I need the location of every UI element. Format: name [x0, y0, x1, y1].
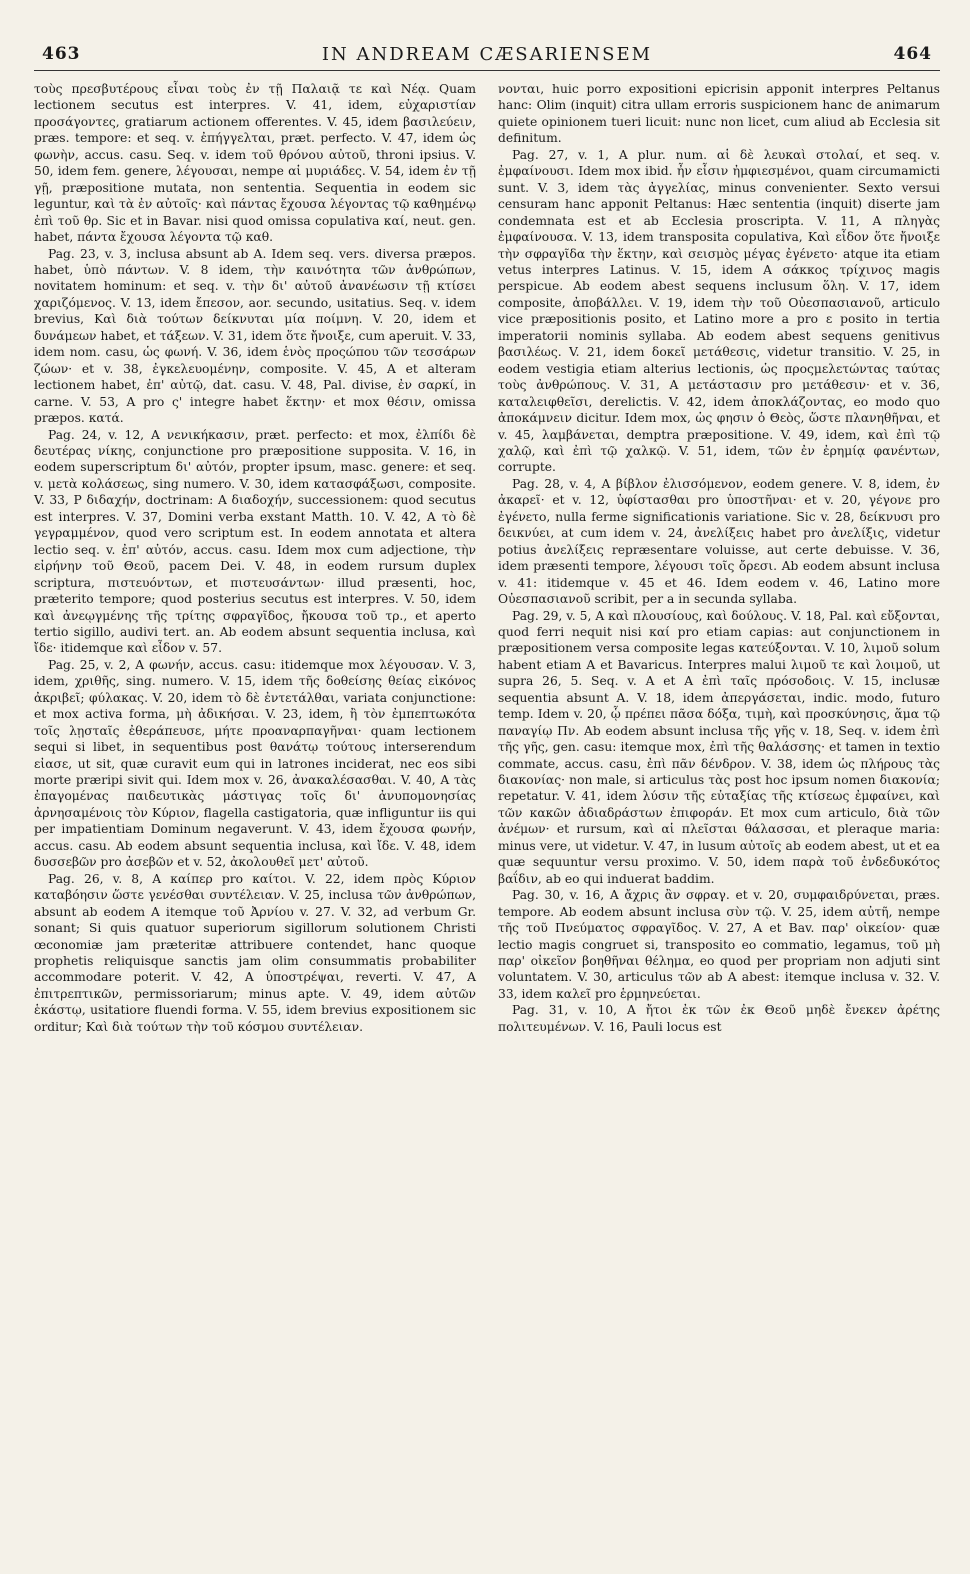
running-title: IN ANDREAM CÆSARIENSEM: [321, 44, 653, 65]
paragraph: Pag. 23, v. 3, inclusa absunt ab A. Idem seq. vers. diversa præpos. habet, ὑπὸ πάντων. V. 8 idem, τὴν καινότητα τῶν ἀνθρώπων, novitatem hominum: et seq. v. τὴν δι' αὐτοῦ ἀνανέωσιν τῇ κτίσει χαριζόμενος. V. 13, idem ἔπεσον, aor. secundo, usitatius. Seq. v. idem brevius, Καὶ διὰ τούτων δείκνυται μία ποίμνη. V. 20, idem et δυνάμεων habet, et τάξεων. V. 31, idem ὅτε ἤνοιξε, cum aperuit. V. 33, idem nom. casu, ὡς φωνή. V. 36, idem ἑνὸς προςώπου τῶν τεσσάρων ζώων· et v. 38, ἐγκελευομένην, composite. V. 45, A et alteram lectionem habet, ἐπ' αὐτῷ, dat. casu. V. 48, Pal. divise, ἐν σαρκί, in carne. V. 53, A pro ς' integre habet ἕκτην· et mox θέσιν, omissa præpos. κατά.: [34, 246, 476, 426]
page-number-left: 463: [42, 44, 81, 64]
paragraph: Pag. 25, v. 2, A φωνήν, accus. casu: itidemque mox λέγουσαν. V. 3, idem, χριθῆς, sing. numero. V. 15, idem τῆς δοθείσης θείας εἰκόνος ἀκριβεῖ; φύλακας. V. 20, idem τὸ δὲ ἐντετάλθαι, variata conjunctione: et mox activa forma, μὴ ἀδικήσαι. V. 23, idem, ἢ τὸν ἐμπεπτωκότα τοῖς λῃσταῖς ἐθεράπευσε, μήτε προαναρπαγῆναι· quam lectionem sequi si libet, in sequentibus post θανάτῳ τούτους interserendum εἰασε, ut sit, quæ curavit eum qui in latrones inciderat, nec eos sibi morte præripi sivit qui. Idem mox v. 26, ἀνακαλέσασθαι. V. 40, A τὰς ἐπαγομένας παιδευτικὰς μάστιγας τοῖς δι' ἀνυπομονησίας ἀρνησαμένοις τὸν Κύριον, flagella castigatoria, quæ infliguntur iis qui per impatientiam Dominum negaverunt. V. 43, idem ἔχουσα φωνήν, accus. casu. Ab eodem absunt sequentia inclusa, καὶ ἴδε. V. 48, idem δυσσεβῶν pro ἀσεβῶν et v. 52, ἀκολουθεῖ μετ' αὐτοῦ.: [34, 657, 476, 870]
page-number-right: 464: [893, 44, 932, 64]
right-column: [498, 81, 940, 1035]
paragraph: νονται, huic porro expositioni epicrisin apponit interpres Peltanus hanc: Olim (inquit) citra ullam erroris suspicionem hanc de animarum quiete opinionem tueri licuit: nunc non licet, cum aliud ab Ecclesia sit definitum.: [498, 82, 940, 146]
left-column: [34, 81, 476, 1035]
paragraph: Pag. 29, v. 5, A καὶ πλουσίους, καὶ δούλους. V. 18, Pal. καὶ εὔξονται, quod ferri nequit nisi καί pro etiam capias: aut conjunctionem in præpositionem versa composite legas κατεύξονται. V. 10, λιμοῦ solum habent etiam A et Bavaricus. Interpres malui λιμοῦ τε καὶ λοιμοῦ, ut supra 26, 5. Seq. v. A et A ἐπὶ ταῖς πρόσοδοις. V. 15, inclusæ sequentia absunt A. V. 18, idem ἀπεργάσεται, indic. modo, futuro temp. Idem v. 20, ᾧ πρέπει πᾶσα δόξα, τιμὴ, καὶ προσκύνησις, ἅμα τῷ παναγίῳ Πν. Ab eodem absunt inclusa τῆς γῆς v. 18, Seq. v. idem ἐπὶ τῆς γῆς, gen. casu: itemque mox, ἐπὶ τῆς θαλάσσης· et tamen in textio commate, accus. casu, ἐπὶ πᾶν δένδρον. V. 38, idem ὡς πλήρους τὰς διακονίας· non male, si articulus τὰς post hoc ipsum nomen διακονία; repetatur. V. 41, idem λύσιν τῆς εὐταξίας τῆς κτίσεως ἐμφαίνει, καὶ τῶν κακῶν ἀδιαδράστων ἐπιφοράν. Et mox cum articulo, διὰ τῶν ἀνέμων· et rursum, καὶ αἱ πλεῖσται θάλασσαι, et pleraque maria: minus vere, ut videtur. V. 47, in lusum αὐτοῖς ab eodem abest, ut et ea quæ sequuntur versu proximo. V. 50, idem παρὰ τοῦ ἐνδεδυκότος βαΐδιν, ab eo qui induerat baddim.: [498, 608, 940, 886]
paragraph: Pag. 30, v. 16, A ἄχρις ἂν σφραγ. et v. 20, συμφαιδρύνεται, præs. tempore. Ab eodem absunt inclusa σὺν τῷ. V. 25, idem αὐτῆ, nempe τῆς τοῦ Πνεύματος σφραγῖδος. V. 27, A et Bav. παρ' οἰκείον· quæ lectio magis congruet si, transposito eo commatio, legamus, τοῦ μὴ παρ' οἰκεῖον βοηθῆναι θέλημα, eo quod per propriam non adjuti sint voluntatem. V. 30, articulus τῶν ab A abest: itemque inclusa v. 32. V. 33, idem καλεῖ pro ἑρμηνεύεται.: [498, 888, 940, 1001]
paragraph: Pag. 27, v. 1, A plur. num. αἱ δὲ λευκαὶ στολαί, et seq. v. ἐμφαίνουσι. Idem mox ibid. ἦν εἶσιν ἠμφιεσμένοι, quam circumamicti sunt. V. 3, idem τὰς ἀγγελίας, minus convenienter. Sexto versui censuram hanc apponit Peltanus: Hæc sententia (inquit) diserte jam condemnata est et ab Ecclesia proscripta. V. 11, A πληγὰς ἐμφαίνουσα. V. 13, idem transposita copulativa, Καὶ εἶδον ὅτε ἤνοιξε τὴν σφραγῖδα τὴν ἕκτην, καὶ σεισμὸς μέγας ἐγένετο· atque ita etiam vetus interpres Latinus. V. 15, idem A σάκκος τρίχινος magis perspicue. Ab eodem abest sequens inclusum ὅλη. V. 17, idem composite, ἀποβάλλει. V. 19, idem τὴν τοῦ Οὐεσπασιανοῦ, articulo vice præpositionis posito, et Latino more a pro ε posito in tertia imperatorii nominis syllaba. Ab eodem abest sequens genitivus βασιλέως. V. 21, idem δοκεῖ μετάθεσις, videtur transitio. V. 25, in eodem vestigia etiam alterius lectionis, ὡς προςμελετώντας ταύτας τοὺς ἀνθρώπους. V. 31, A μετάστασιν pro μετάθεσιν· et v. 36, καταλειφθεῖσι, derelictis. V. 42, idem ἀποκλάζοντας, eo modo quo ἀποκάμνειν dicitur. Idem mox, ὡς φησιν ὁ Θεὸς, ὥστε πλανηθῆναι, et v. 45, λαμβάνεται, demptra præpositione. V. 49, idem, καὶ ἐπὶ τῷ χαλῷ, καὶ ἐπὶ τῷ χαλκῷ. V. 51, idem, τῶν ἐν ἐρημίᾳ φανέντων, corrupte.: [498, 147, 940, 475]
paragraph: Pag. 31, v. 10, A ἤτοι ἐκ τῶν ἐκ Θεοῦ μηδὲ ἔνεκεν ἀρέτης πολιτευμένων. V. 16, Pauli locus est: [498, 1003, 940, 1034]
text-columns: [34, 81, 940, 1035]
paragraph: Pag. 28, v. 4, A βίβλον ἐλισσόμενον, eodem genere. V. 8, idem, ἐν ἀκαρεῖ· et v. 12, ὑφίστασθαι pro ὑποστῆναι· et v. 20, γέγονε pro ἐγένετο, nulla ferme significationis variatione. Sic v. 28, δείκνυσι pro δεικνύει, at cum idem v. 24, ἀνελίξεις habet pro ἀνελίξις, videtur potius ἀνελίξεις repræsentare voluisse, aut certe debuisse. V. 36, idem præsenti tempore, λέγουσι τοῖς ὄρεσι. Ab eodem absunt inclusa v. 41: itidemque v. 45 et 46. Idem eodem v. 46, Latino more Οὐεσπασιανοῦ scribit, per a in secunda syllaba.: [498, 476, 940, 607]
paragraph: Pag. 26, v. 8, A καίπερ pro καίτοι. V. 22, idem πρὸς Κύριον καταβόησιν ὥστε γενέσθαι συντέλειαν. V. 25, inclusa τῶν ἀνθρώπων, absunt ab eodem A itemque τοῦ Ἀρνίου v. 27. V. 32, ad verbum Gr. sonant; Si quis quatuor superiorum sigillorum solutionem Christi œconomiæ jam præteritæ attribuere contendet, hanc quoque prophetis reliquisque sanctis jam olim consummatis probabiliter accommodare poterit. V. 42, A ὑποστρέψαι, reverti. V. 47, A ἐπιτρεπτικῶν, permissoriarum; minus apte. V. 49, idem αὐτῶν ἑκάστῳ, usitatiore fluendi forma. V. 55, idem brevius expositionem sic orditur; Καὶ διὰ τούτων τὴν τοῦ κόσμου συντέλειαν.: [34, 871, 476, 1034]
paragraph: τοὺς πρεσβυτέρους εἶναι τοὺς ἐν τῇ Παλαιᾷ τε καὶ Νέᾳ. Quam lectionem secutus est interpres. V. 41, idem, εὐχαριστίαν προσάγοντες, gratiarum actionem offerentes. V. 45, idem βασιλεύειν, præs. tempore: et seq. v. ἐπήγγελται, præt. perfecto. V. 47, idem ὡς φωνὴν, accus. casu. Seq. v. idem τοῦ θρόνου αὐτοῦ, throni ipsius. V. 50, idem fem. genere, λέγουσαι, nempe αἱ μυριάδες. V. 54, idem ἐν τῇ γῇ, præpositione mutata, non sententia. Sequentia in eodem sic leguntur, καὶ τὰ ἐν αὐτοῖς· καὶ πάντας ἔχουσα λέγοντας τῷ καθημένῳ ἐπὶ τοῦ θρ. Sic et in Bavar. nisi quod omissa copulativa καί, neut. gen. habet, πάντα ἔχουσα λέγοντα τῷ καθ.: [34, 82, 476, 245]
paragraph: Pag. 24, v. 12, A νενικήκασιν, præt. perfecto: et mox, ἐλπίδι δὲ δευτέρας νίκης, conjunctione pro præpositione supposita. V. 16, in eodem superscriptum δι' αὐτόν, propter ipsum, masc. genere: et seq. v. μετὰ κολάσεως, sing numero. V. 30, idem κατασφάξωσι, composite. V. 33, P διδαχήν, doctrinam: A διαδοχήν, successionem: quod secutus est interpres. V. 37, Domini verba exstant Matth. 10. V. 42, A τὸ δὲ γεγραμμένον, quod vero scriptum est. In eodem annotata et altera lectio seq. v. ἐπ' αὐτόν, accus. casu. Idem mox cum adjectione, τὴν εἰρήνην τοῦ Θεοῦ, pacem Dei. V. 48, in eodem rursum duplex scriptura, πιστευόντων, et πιστευσάντων· illud præsenti, hoc, præterito tempore; quod posterius secutus est interpres. V. 50, idem καὶ ἀνεῳγμένης τῆς τρίτης σφραγῖδος, ἤκουσα τοῦ τρ., et aperto tertio sigillo, audivi tert. an. Ab eodem absunt sequentia inclusa, καὶ ἴδε· itidemque καὶ εἶδον v. 57.: [34, 427, 476, 656]
page-header: [34, 40, 940, 71]
